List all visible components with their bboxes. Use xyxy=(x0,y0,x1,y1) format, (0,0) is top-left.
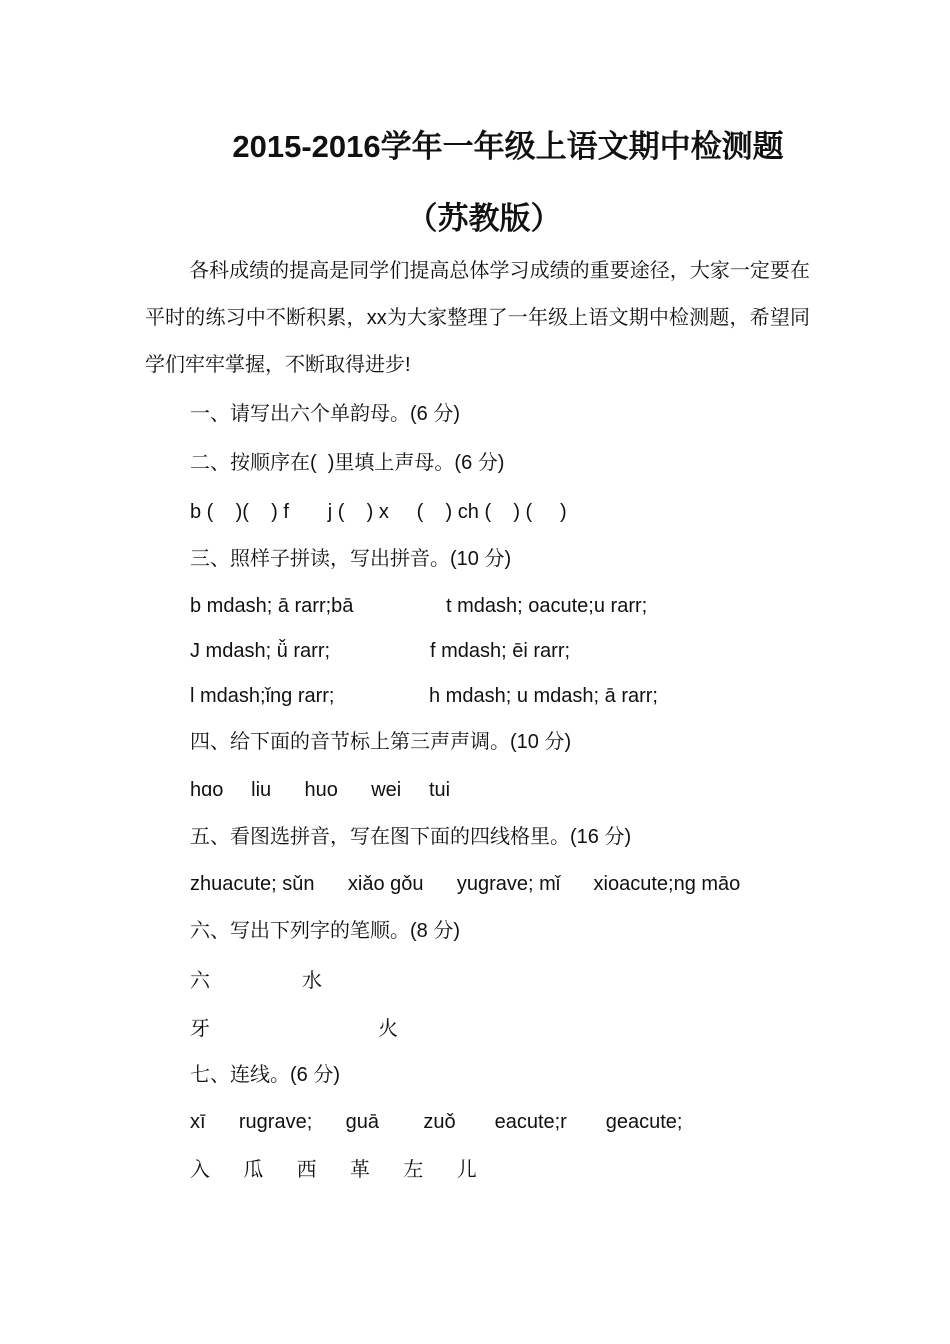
question-2: 二、按顺序在( )里填上声母。(6 分) xyxy=(190,452,505,474)
document-subtitle: （苏教版） xyxy=(406,201,562,236)
question-6-char-3: 牙 xyxy=(190,1018,210,1040)
question-3-item-2b: f mdash; ēi rarr; xyxy=(430,640,571,662)
question-1: 一、请写出六个单韵母。(6 分) xyxy=(190,403,460,425)
question-3-item-1b: t mdash; oacute;u rarr; xyxy=(446,595,648,617)
question-4: 四、给下面的音节标上第三声声调。(10 分) xyxy=(190,731,572,753)
question-6-char-2: 水 xyxy=(302,970,322,992)
question-7-pinyin-row: xī rugrave; guā zuǒ eacute;r geacute; xyxy=(190,1111,683,1133)
question-3-item-2a: J mdash; ǚ rarr; xyxy=(190,640,331,662)
document-title: 2015-2016学年一年级上语文期中检测题 xyxy=(232,129,784,164)
question-5-pinyin: zhuacute; sǔn xiǎo gǒu yugrave; mǐ xioacute;ng māo xyxy=(190,873,741,895)
question-5: 五、看图选拼音，写在图下面的四线格里。(16 分) xyxy=(190,826,632,848)
question-3: 三、照样子拼读，写出拼音。(10 分) xyxy=(190,548,512,570)
intro-paragraph: 各科成绩的提高是同学们提高总体学习成绩的重要途径，大家一定要在平时的练习中不断积累，xx为大家整理了一年级上语文期中检测题，希望同学们牢牢掌握，不断取得进步! xyxy=(145,260,810,376)
question-6-char-1: 六 xyxy=(190,970,210,992)
question-7-char-row: 入 瓜 西 革 左 儿 xyxy=(190,1159,477,1181)
question-3-item-1a: b mdash; ā rarr;bā xyxy=(190,595,354,617)
question-3-item-3a: l mdash;ǐng rarr; xyxy=(190,685,335,707)
question-7: 七、连线。(6 分) xyxy=(190,1064,340,1086)
question-2-blanks: b ( )( ) f j ( ) x ( ) ch ( ) ( ) xyxy=(190,501,567,523)
question-6-char-4: 火 xyxy=(378,1018,398,1040)
question-6: 六、写出下列字的笔顺。(8 分) xyxy=(190,920,460,942)
question-4-syllables: hɑo liu huo wei tui xyxy=(190,779,451,801)
question-3-item-3b: h mdash; u mdash; ā rarr; xyxy=(429,685,658,707)
